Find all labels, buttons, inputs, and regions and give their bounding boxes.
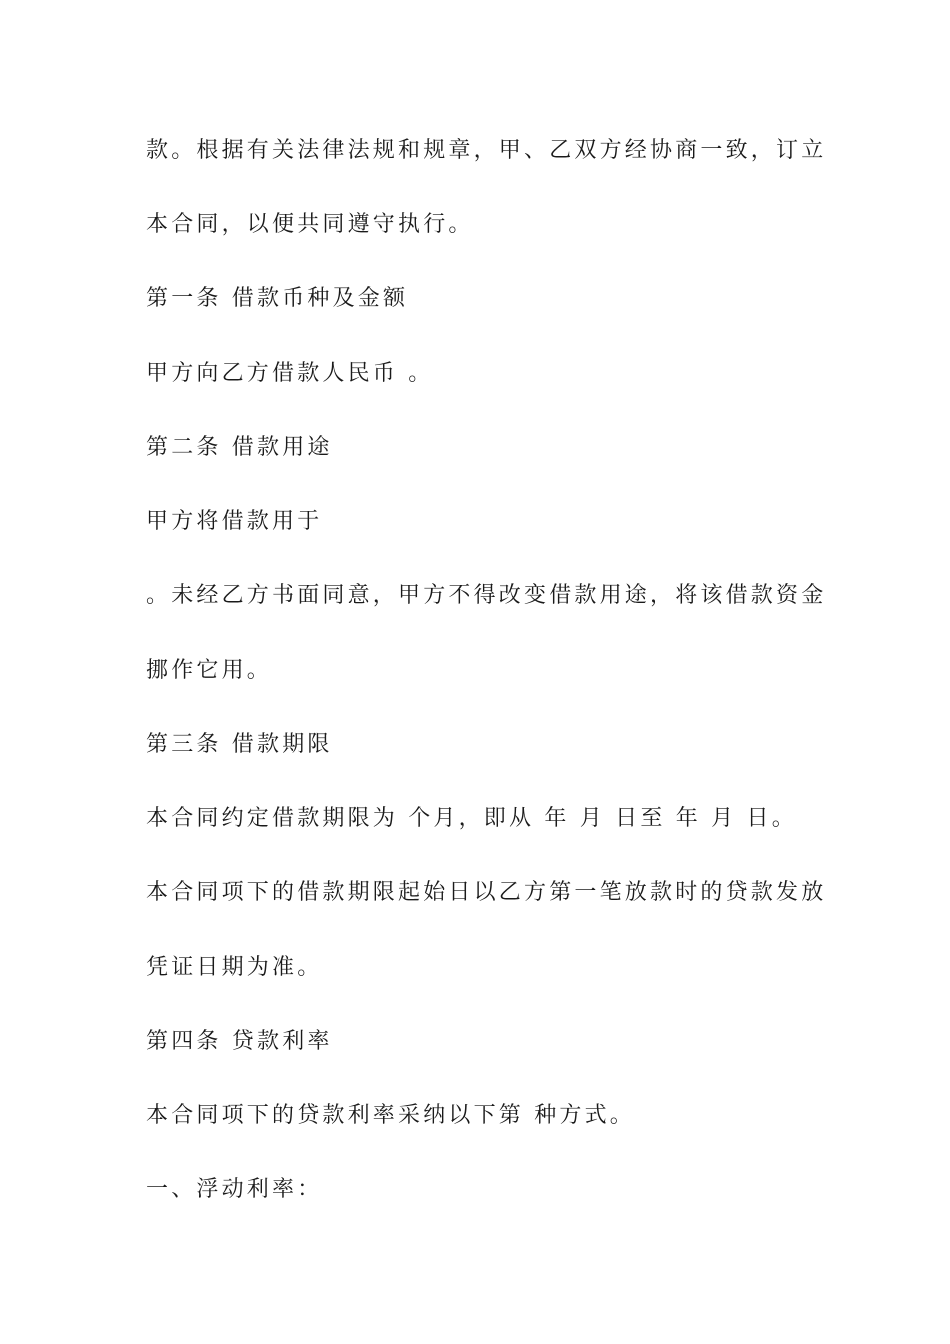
article-heading: 第三条 借款期限 <box>146 732 333 757</box>
paragraph-line: 款。根据有关法律法规和规章，甲、乙双方经协商一致，订立 <box>146 138 827 163</box>
paragraph-line: 挪作它用。 <box>146 658 273 683</box>
article-heading: 第二条 借款用途 <box>146 435 333 460</box>
paragraph-line: 凭证日期为准。 <box>146 955 323 980</box>
paragraph-line: 本合同约定借款期限为 个月，即从 年 月 日至 年 月 日。 <box>146 806 797 831</box>
paragraph-line: 甲方将借款用于 <box>146 509 323 534</box>
paragraph-line: 本合同项下的借款期限起始日以乙方第一笔放款时的贷款发放 <box>146 880 827 905</box>
paragraph-line: 甲方向乙方借款人民币 。 <box>146 361 434 386</box>
article-heading: 第四条 贷款利率 <box>146 1029 333 1054</box>
paragraph-line: 本合同，以便共同遵守执行。 <box>146 212 474 237</box>
paragraph-line: 本合同项下的贷款利率采纳以下第 种方式。 <box>146 1103 635 1128</box>
paragraph-line: 。未经乙方书面同意，甲方不得改变借款用途，将该借款资金 <box>146 583 827 608</box>
list-item-heading: 一、浮动利率： <box>146 1177 323 1202</box>
article-heading: 第一条 借款币种及金额 <box>146 286 409 311</box>
